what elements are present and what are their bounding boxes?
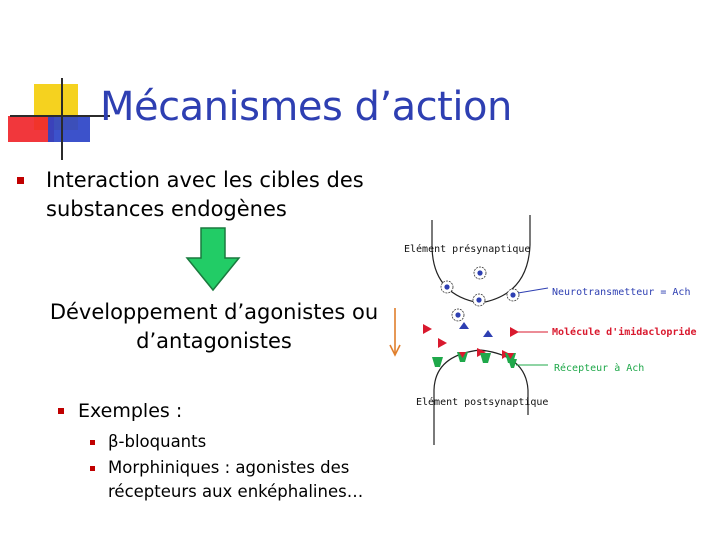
bullet-interaction [46, 166, 386, 224]
vesicle-icon [452, 309, 464, 321]
imidacloprid-icon [438, 338, 447, 348]
example-beta-blockers: β-bloquants [108, 432, 207, 451]
sub-bullet-marker [58, 408, 64, 414]
sub-bullet-examples: Exemples : [78, 400, 183, 422]
result-line2: d’antagonistes [136, 329, 292, 353]
legend-neurotransmitter: Neurotransmetteur = Ach [552, 287, 691, 298]
result-text [24, 298, 404, 356]
title-decoration-blue [48, 116, 90, 142]
title-decoration-vline [61, 78, 63, 160]
bullet-interaction-line2: substances endogènes [46, 197, 287, 221]
bullet-marker [17, 177, 24, 184]
vesicle-icon [507, 289, 519, 301]
vesicle-icon [473, 294, 485, 306]
vesicle-icon [474, 267, 486, 279]
receptor-icon [457, 352, 468, 362]
slide-title: Mécanismes d’action [100, 84, 512, 130]
example-marker [90, 440, 95, 445]
example-morphinics-line2: récepteurs aux enképhalines… [108, 482, 364, 501]
pointer-neurotransmitter [518, 288, 548, 293]
result-line1: Développement d’agonistes ou [49, 300, 379, 324]
example-morphinics-line1: Morphiniques : agonistes des [108, 458, 350, 477]
vesicle-icon [441, 281, 453, 293]
synapse-diagram [380, 205, 720, 450]
presynaptic-label: Elément présynaptique [404, 244, 531, 255]
acetylcholine-icon [459, 322, 469, 329]
imidacloprid-icon [423, 324, 432, 334]
acetylcholine-icon [483, 330, 493, 337]
postsynaptic-label: Elément postsynaptique [416, 397, 549, 408]
receptor-icon [480, 353, 491, 363]
receptor-icon [432, 357, 443, 367]
example-morphinics [108, 456, 398, 504]
title-decoration-hline [10, 115, 110, 117]
legend-imidacloprid: Molécule d'imidaclopride [552, 327, 697, 338]
example-marker [90, 466, 95, 471]
imidacloprid-icon [510, 327, 519, 337]
bullet-interaction-line1: Interaction avec les cibles des [46, 168, 364, 192]
legend-receptor: Récepteur à Ach [554, 363, 645, 374]
green-down-arrow-icon [185, 226, 241, 292]
